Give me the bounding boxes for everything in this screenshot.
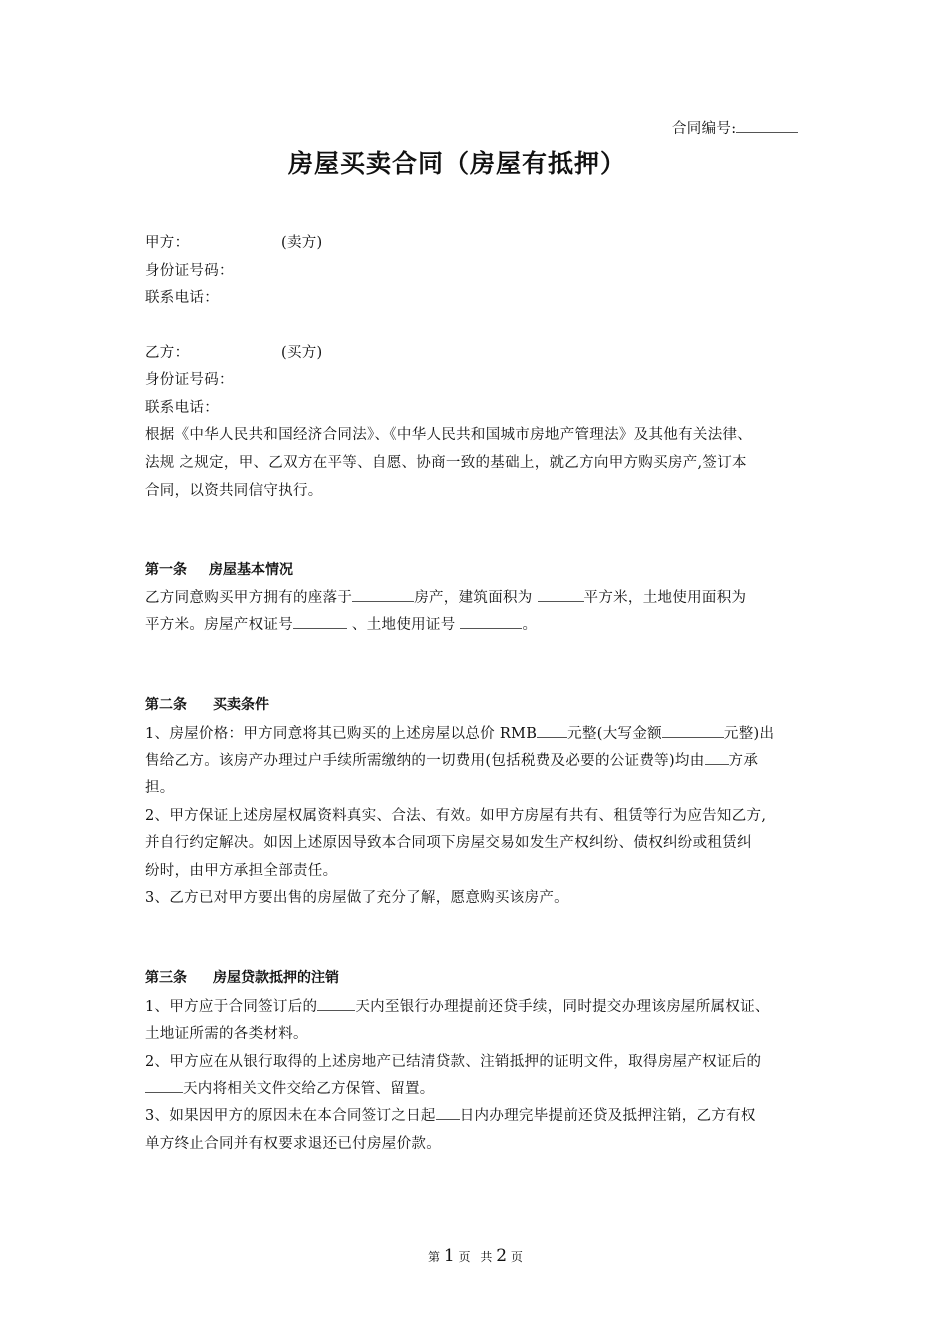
location-blank bbox=[352, 588, 414, 602]
preamble-line-2: 法规 之规定，甲、乙双方在平等、自愿、协商一致的基础上，就乙方向甲方购买房产,签订本 bbox=[145, 455, 747, 471]
party-a-phone-label: 联系电话： bbox=[145, 290, 219, 306]
fee-payer-blank bbox=[705, 751, 729, 765]
article-2-clause-1-line-3: 担。 bbox=[145, 780, 175, 796]
contract-number-blank bbox=[736, 119, 798, 133]
total-pages: 2 bbox=[496, 1246, 508, 1266]
article-2-heading bbox=[145, 694, 269, 714]
repay-days-blank bbox=[317, 997, 355, 1011]
article-2-clause-2-line-1: 2、甲方保证上述房屋权属资料真实、合法、有效。如甲方房屋有共有、租赁等行为应告知乙方, bbox=[145, 808, 767, 824]
article-3-clause-2-line-2: 天内将相关文件交给乙方保管、留置。 bbox=[145, 1077, 435, 1098]
article-3-clause-2-line-1: 2、甲方应在从银行取得的上述房地产已结清贷款、注销抵押的证明文件，取得房屋产权证后的 bbox=[145, 1054, 762, 1070]
contract-number bbox=[672, 117, 798, 138]
current-page: 1 bbox=[443, 1246, 455, 1266]
article-1-number: 第一条 bbox=[145, 562, 187, 578]
article-2-clause-2-line-3: 纷时，由甲方承担全部责任。 bbox=[145, 863, 338, 879]
article-1-heading bbox=[145, 559, 293, 579]
article-3-clause-3-line-2: 单方终止合同并有权要求退还已付房屋价款。 bbox=[145, 1136, 441, 1152]
article-3-clause-1-line-1: 1、甲方应于合同签订后的 天内至银行办理提前还贷手续，同时提交办理该房屋所属权证、 bbox=[145, 999, 770, 1015]
article-2-title: 买卖条件 bbox=[213, 697, 269, 713]
article-3-clause-1-line-2: 土地证所需的各类材料。 bbox=[145, 1026, 308, 1042]
price-words-blank bbox=[662, 724, 724, 738]
article-2-clause-1-line-1: 1、房屋价格：甲方同意将其已购买的上述房屋以总价 RMB 元整(大写金额 元整)出 bbox=[145, 726, 775, 742]
article-3-heading bbox=[145, 967, 339, 987]
contract-number-label: 合同编号: bbox=[672, 121, 737, 137]
party-b-phone-label: 联系电话： bbox=[145, 400, 219, 416]
article-1-line-2: 平方米。房屋产权证号 、土地使用证号 。 bbox=[145, 617, 538, 633]
article-3-clause-3-line-1: 3、如果因甲方的原因未在本合同签订之日起 日内办理完毕提前还贷及抵押注销，乙方有权 bbox=[145, 1108, 756, 1124]
page-footer: 第 1 页 共 2 页 bbox=[428, 1246, 523, 1266]
article-3-number: 第三条 bbox=[145, 970, 187, 986]
party-b-label: 乙方： bbox=[145, 345, 190, 361]
party-b-id-label: 身份证号码： bbox=[145, 372, 234, 388]
preamble-line-1: 根据《中华人民共和国经济合同法》、《中华人民共和国城市房地产管理法》及其他有关法律、 bbox=[145, 427, 753, 443]
page-title: 房屋买卖合同（房屋有抵押） bbox=[288, 149, 627, 178]
deadline-days-blank bbox=[436, 1106, 460, 1120]
article-1-title: 房屋基本情况 bbox=[209, 562, 293, 578]
article-2-clause-2-line-2: 并自行约定解决。如因上述原因导致本合同项下房屋交易如发生产权纠纷、债权纠纷或租赁纠 bbox=[145, 835, 752, 851]
article-2-clause-3: 3、乙方已对甲方要出售的房屋做了充分了解，愿意购买该房产。 bbox=[145, 890, 569, 906]
property-cert-blank bbox=[293, 615, 347, 629]
land-cert-blank bbox=[460, 615, 522, 629]
preamble-line-3: 合同，以资共同信守执行。 bbox=[145, 483, 323, 499]
article-2-number: 第二条 bbox=[145, 697, 187, 713]
party-a-id-label: 身份证号码： bbox=[145, 263, 234, 279]
party-a-role: (卖方) bbox=[281, 235, 323, 251]
party-b-role: (买方) bbox=[281, 345, 323, 361]
article-3-title: 房屋贷款抵押的注销 bbox=[213, 970, 339, 986]
building-area-blank bbox=[538, 588, 584, 602]
party-a-label: 甲方： bbox=[145, 235, 190, 251]
handover-days-blank bbox=[145, 1079, 183, 1093]
article-2-clause-1-line-2: 售给乙方。该房产办理过户手续所需缴纳的一切费用(包括税费及必要的公证费等)均由 方承 bbox=[145, 753, 759, 769]
price-blank bbox=[537, 724, 567, 738]
article-1-line-1: 乙方同意购买甲方拥有的座落于 房产，建筑面积为 平方米，土地使用面积为 bbox=[145, 590, 747, 606]
